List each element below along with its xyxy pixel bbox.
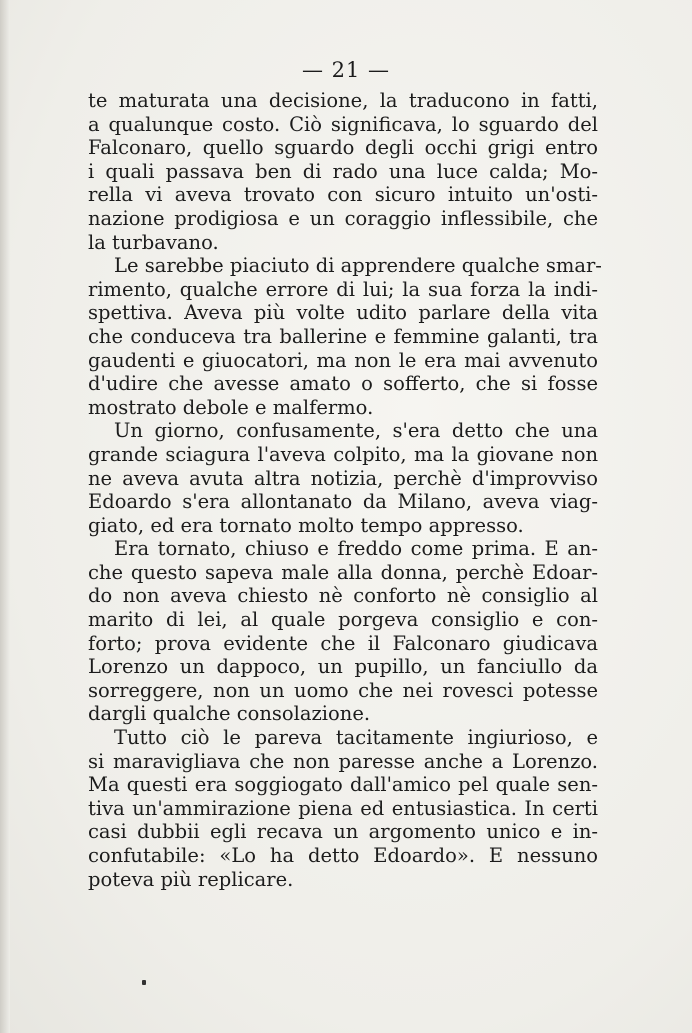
text-line: nazione prodigiosa e un coraggio inflessibile, che	[88, 206, 598, 230]
text-line: casi dubbii egli recava un argomento unico e in-	[88, 820, 598, 844]
text-line: tiva un'ammirazione piena ed entusiastica. In certi	[88, 796, 598, 820]
text-line: rella vi aveva trovato con sicuro intuito un'osti-	[88, 183, 598, 207]
text-line: rimento, qualche errore di lui; la sua forza la indi-	[88, 277, 598, 301]
text-line: si maravigliava che non paresse anche a Lorenzo.	[88, 749, 598, 773]
text-line: poteva più replicare.	[88, 867, 294, 891]
body-text	[88, 89, 602, 891]
text-line: che questo sapeva male alla donna, perchè Edoar-	[88, 560, 598, 584]
text-line: do non aveva chiesto nè conforto nè consiglio al	[88, 584, 598, 608]
text-line: che conduceva tra ballerine e femmine galanti, tra	[88, 324, 598, 348]
page-number: — 21 —	[301, 58, 391, 82]
text-line: marito di lei, al quale porgeva consiglio e con-	[88, 608, 598, 632]
text-line: Tutto ciò le pareva tacitamente ingiurioso, e	[114, 726, 598, 750]
text-line: grande sciagura l'aveva colpito, ma la giovane non	[88, 442, 598, 466]
text-line: dargli qualche consolazione.	[88, 702, 371, 726]
text-line: a qualunque costo. Ciò significava, lo sguardo del	[88, 112, 598, 136]
text-line: te maturata una decisione, la traducono in fatti,	[88, 89, 598, 112]
text-line: la turbavano.	[88, 230, 219, 254]
text-line: Lorenzo un dappoco, un pupillo, un fanciullo da	[88, 655, 598, 679]
text-line: ne aveva avuta altra notizia, perchè d'improvviso	[88, 466, 598, 490]
text-line: d'udire che avesse amato o sofferto, che si fosse	[88, 372, 598, 396]
text-line: Era tornato, chiuso e freddo come prima. E an-	[114, 537, 598, 561]
text-line: confutabile: «Lo ha detto Edoardo». E nessuno	[88, 844, 598, 867]
text-line: spettiva. Aveva più volte udito parlare della vita	[88, 301, 598, 325]
text-line: mostrato debole e malfermo.	[88, 395, 374, 419]
text-line: Un giorno, confusamente, s'era detto che una	[114, 419, 598, 443]
text-line: forto; prova evidente che il Falconaro giudicava	[88, 631, 598, 655]
text-line: Le sarebbe piaciuto di apprendere qualche smar-	[114, 254, 602, 278]
ink-speck	[142, 980, 146, 985]
text-line: gaudenti e giuocatori, ma non le era mai avvenuto	[88, 348, 598, 372]
text-line: Edoardo s'era allontanato da Milano, aveva viag-	[88, 490, 598, 514]
text-line: Falconaro, quello sguardo degli occhi grigi entro	[88, 136, 598, 160]
text-line: i quali passava ben di rado una luce calda; Mo-	[88, 159, 598, 183]
text-line: giato, ed era tornato molto tempo appresso.	[88, 513, 524, 537]
text-line: Ma questi era soggiogato dall'amico pel quale sen-	[88, 773, 598, 797]
text-line: sorreggere, non un uomo che nei rovesci potesse	[88, 678, 598, 702]
page-binding-edge	[0, 0, 10, 1033]
